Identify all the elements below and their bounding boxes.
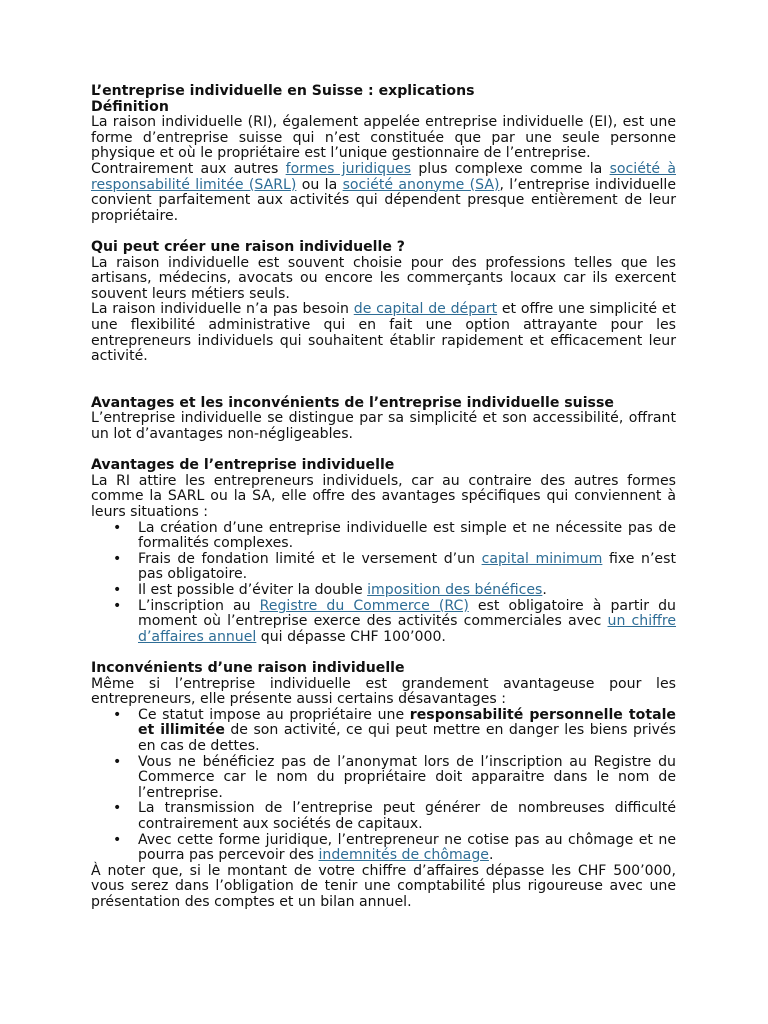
text-segment: de son activité, ce qui peut mettre en danger les biens privés en cas de dettes. <box>138 722 676 754</box>
bullet-icon: • <box>113 800 122 817</box>
bullet-icon: • <box>113 550 122 567</box>
paragraph-a-noter: À noter que, si le montant de votre chiffre d’affaires dépasse les CHF 500’000, vous serez dans l’obligation de tenir une comptabilité plus rigoureuse avec une présentation des comptes et un bilan annuel. <box>91 862 676 910</box>
bold-text: responsabilité personnelle totale et illimitée <box>138 706 676 739</box>
bullet-icon: • <box>113 831 122 848</box>
list-item <box>91 552 676 583</box>
paragraph-definition: La raison individuelle (RI), également appelée entreprise individuelle (EI), est une forme d’entreprise suisse qui n’est constituée que par une seule personne physique et où le propriétaire est l’unique gestionnaire de l’entreprise. <box>91 114 676 162</box>
text-segment: Il est possible d’éviter la double <box>138 582 368 598</box>
list-inconvenients <box>91 708 676 864</box>
list-item <box>91 599 676 646</box>
bullet-icon: • <box>113 753 122 770</box>
heading-inconvenients: Inconvénients d’une raison individuelle <box>91 659 405 676</box>
text-segment: fixe n’est pas obligatoire. <box>138 550 676 583</box>
paragraph-inconvenients-intro: Même si l’entreprise individuelle est grandement avantageuse pour les entrepreneurs, elle présente aussi certains désavantages : <box>91 675 676 708</box>
heading-qui-peut-creer: Qui peut créer une raison individuelle ? <box>91 238 405 255</box>
bullet-icon: • <box>113 706 122 723</box>
document-title: L’entreprise individuelle en Suisse : explications <box>91 83 475 99</box>
link-imposition-benefices[interactable]: imposition des bénéfices <box>367 582 543 598</box>
list-item <box>91 755 676 802</box>
link-indemnites-chomage[interactable]: indemnités de chômage <box>318 847 489 864</box>
link-sarl[interactable]: société à responsabilité limitée (SARL) <box>91 160 676 193</box>
text-segment: plus complexe comme la <box>411 160 610 177</box>
text-segment: L’inscription au <box>138 597 260 614</box>
text-segment: qui dépasse CHF 100’000. <box>256 628 446 645</box>
text-segment: La raison individuelle n’a pas besoin <box>91 301 354 318</box>
list-item-text: La création d’une entreprise individuelle est simple et ne nécessite pas de formalités complexes. <box>138 519 676 552</box>
text-segment: . <box>488 847 494 864</box>
text-segment: . <box>542 582 547 598</box>
list-avantages <box>91 521 676 646</box>
text-segment: et offre une simplicité et une flexibilité administrative qui en fait une option attrayante pour les entrepreneurs individuels qui souhaitent établir rapidement et efficacement leur activité. <box>91 301 676 365</box>
list-item-text: La transmission de l’entreprise peut générer de nombreuses difficulté contrairement aux sociétés de capitaux. <box>138 800 676 832</box>
link-registre-commerce[interactable]: Registre du Commerce (RC) <box>259 597 469 614</box>
list-item <box>91 833 676 864</box>
text-segment: Frais de fondation limité et le versement d’un <box>138 550 482 567</box>
link-chiffre-affaires[interactable]: un chiffre d’affaires annuel <box>138 613 677 645</box>
list-item-text: Vous ne bénéficiez pas de l’anonymat lors de l’inscription au Registre du Commerce car le nom du propriétaire doit apparaitre dans le nom de l’entreprise. <box>138 753 676 801</box>
text-segment: Avec cette forme juridique, l’entrepreneur ne cotise pas au chômage et ne pourra pas percevoir des <box>138 831 676 864</box>
link-capital-depart[interactable]: de capital de départ <box>353 301 498 318</box>
text-segment: Ce statut impose au propriétaire une <box>138 706 410 723</box>
heading-avantages: Avantages de l’entreprise individuelle <box>91 457 395 474</box>
list-item <box>91 708 676 755</box>
paragraph-comparison <box>91 162 676 224</box>
bullet-icon: • <box>113 582 122 598</box>
paragraph-capital <box>91 302 676 364</box>
bullet-icon: • <box>113 519 122 536</box>
paragraph-avantages-intro: La RI attire les entrepreneurs individuels, car au contraire des autres formes comme la SARL ou la SA, elle offre des avantages spécifiques qui conviennent à leurs situations : <box>91 472 676 521</box>
link-capital-minimum[interactable]: capital minimum <box>481 550 603 567</box>
text-segment: est obligatoire à partir du moment où l’entreprise exerce des activités commerciales avec <box>138 597 676 630</box>
document-body <box>91 84 676 910</box>
text-segment: , l’entreprise individuelle convient parfaitement aux activités qui dépendent presque entièrement de leur propriétaire. <box>91 176 677 224</box>
text-segment: ou la <box>296 176 343 193</box>
heading-definition: Définition <box>91 98 169 115</box>
list-item <box>91 583 676 599</box>
bullet-icon: • <box>113 597 122 614</box>
text-segment: Contrairement aux autres <box>91 160 286 177</box>
paragraph-simplicite: L’entreprise individuelle se distingue par sa simplicité et son accessibilité, offrant un lot d’avantages non-négligeables. <box>91 410 676 443</box>
heading-avantages-inconvenients: Avantages et les inconvénients de l’entreprise individuelle suisse <box>91 394 614 411</box>
link-sa[interactable]: société anonyme (SA) <box>342 176 500 193</box>
paragraph-professions: La raison individuelle est souvent choisie pour des professions telles que les artisans, médecins, avocats ou encore les commerçants locaux car ils exercent souvent leurs métiers seuls. <box>91 254 676 302</box>
list-item <box>91 801 676 832</box>
link-formes-juridiques[interactable]: formes juridiques <box>285 160 412 177</box>
list-item <box>91 521 676 552</box>
